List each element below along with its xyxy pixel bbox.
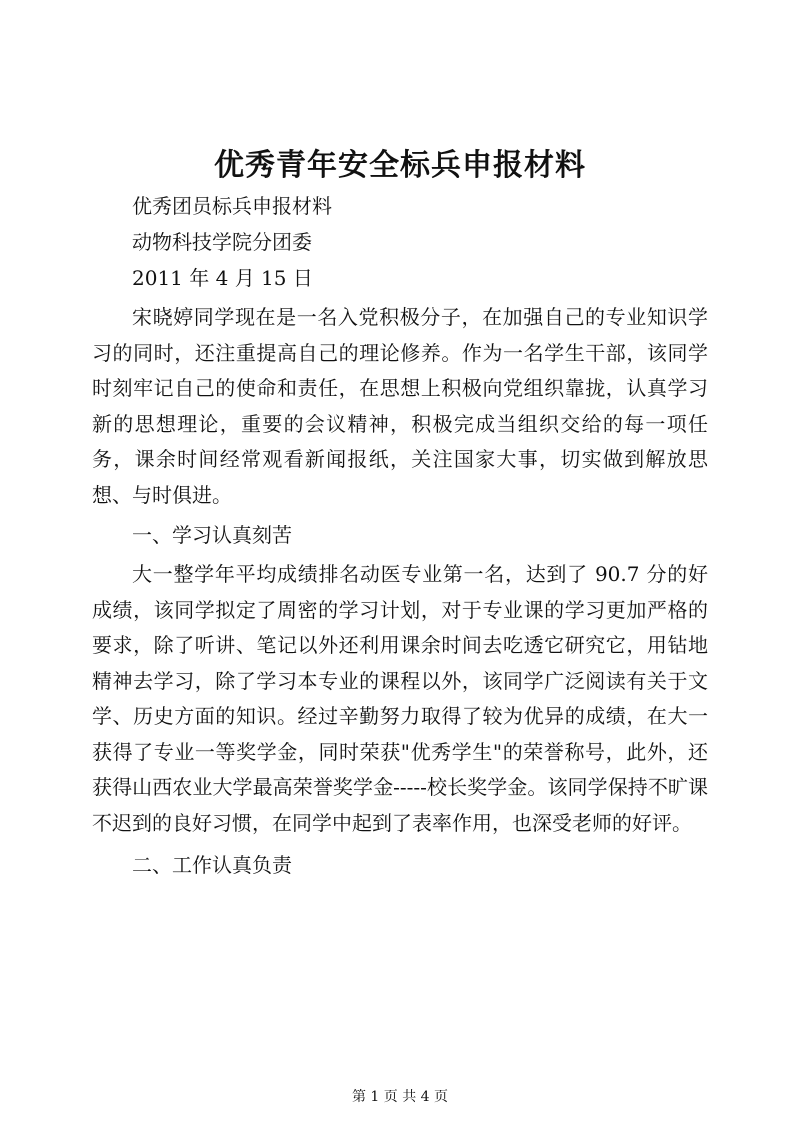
section-heading-work: 二、工作认真负责 bbox=[132, 853, 292, 877]
paragraph-intro: 宋晓婷同学现在是一名入党积极分子，在加强自己的专业知识学习的同时，还注重提高自己的理论修养。作为一名学生干部，该同学时刻牢记自己的使命和责任，在思想上积极向党组织靠拢，认真学习新的思想理论，重要的会议精神，积极完成当组织交给的每一项任务，课余时间经常观看新闻报纸，关注国家大事，切实做到解放思想、与时俱进。 bbox=[92, 305, 708, 507]
subtitle: 优秀团员标兵申报材料 bbox=[132, 194, 332, 218]
date: 2011 年 4 月 15 日 bbox=[132, 266, 313, 290]
page-footer: 第 1 页 共 4 页 bbox=[351, 1089, 449, 1105]
document-title: 优秀青年安全标兵申报材料 bbox=[214, 148, 586, 183]
paragraph-study: 大一整学年平均成绩排名动医专业第一名，达到了 90.7 分的好成绩，该同学拟定了周密的学习计划，对于专业课的学习更加严格的要求，除了听讲、笔记以外还利用课余时间去吃透它研究它，用钻地精神去学习，除了学习本专业的课程以外，该同学广泛阅读有关于文学、历史方面的知识。经过辛勤努力取得了较为优异的成绩，在大一获得了专业一等奖学金，同时荣获"优秀学生"的荣誉称号，此外，还获得山西农业大学最高荣誉奖学金-----校长奖学金。该同学保持不旷课不迟到的良好习惯，在同学中起到了表率作用，也深受老师的好评。 bbox=[92, 562, 708, 835]
document-body bbox=[92, 188, 708, 883]
organization: 动物科技学院分团委 bbox=[132, 230, 312, 254]
section-heading-study: 一、学习认真刻苦 bbox=[132, 523, 292, 547]
